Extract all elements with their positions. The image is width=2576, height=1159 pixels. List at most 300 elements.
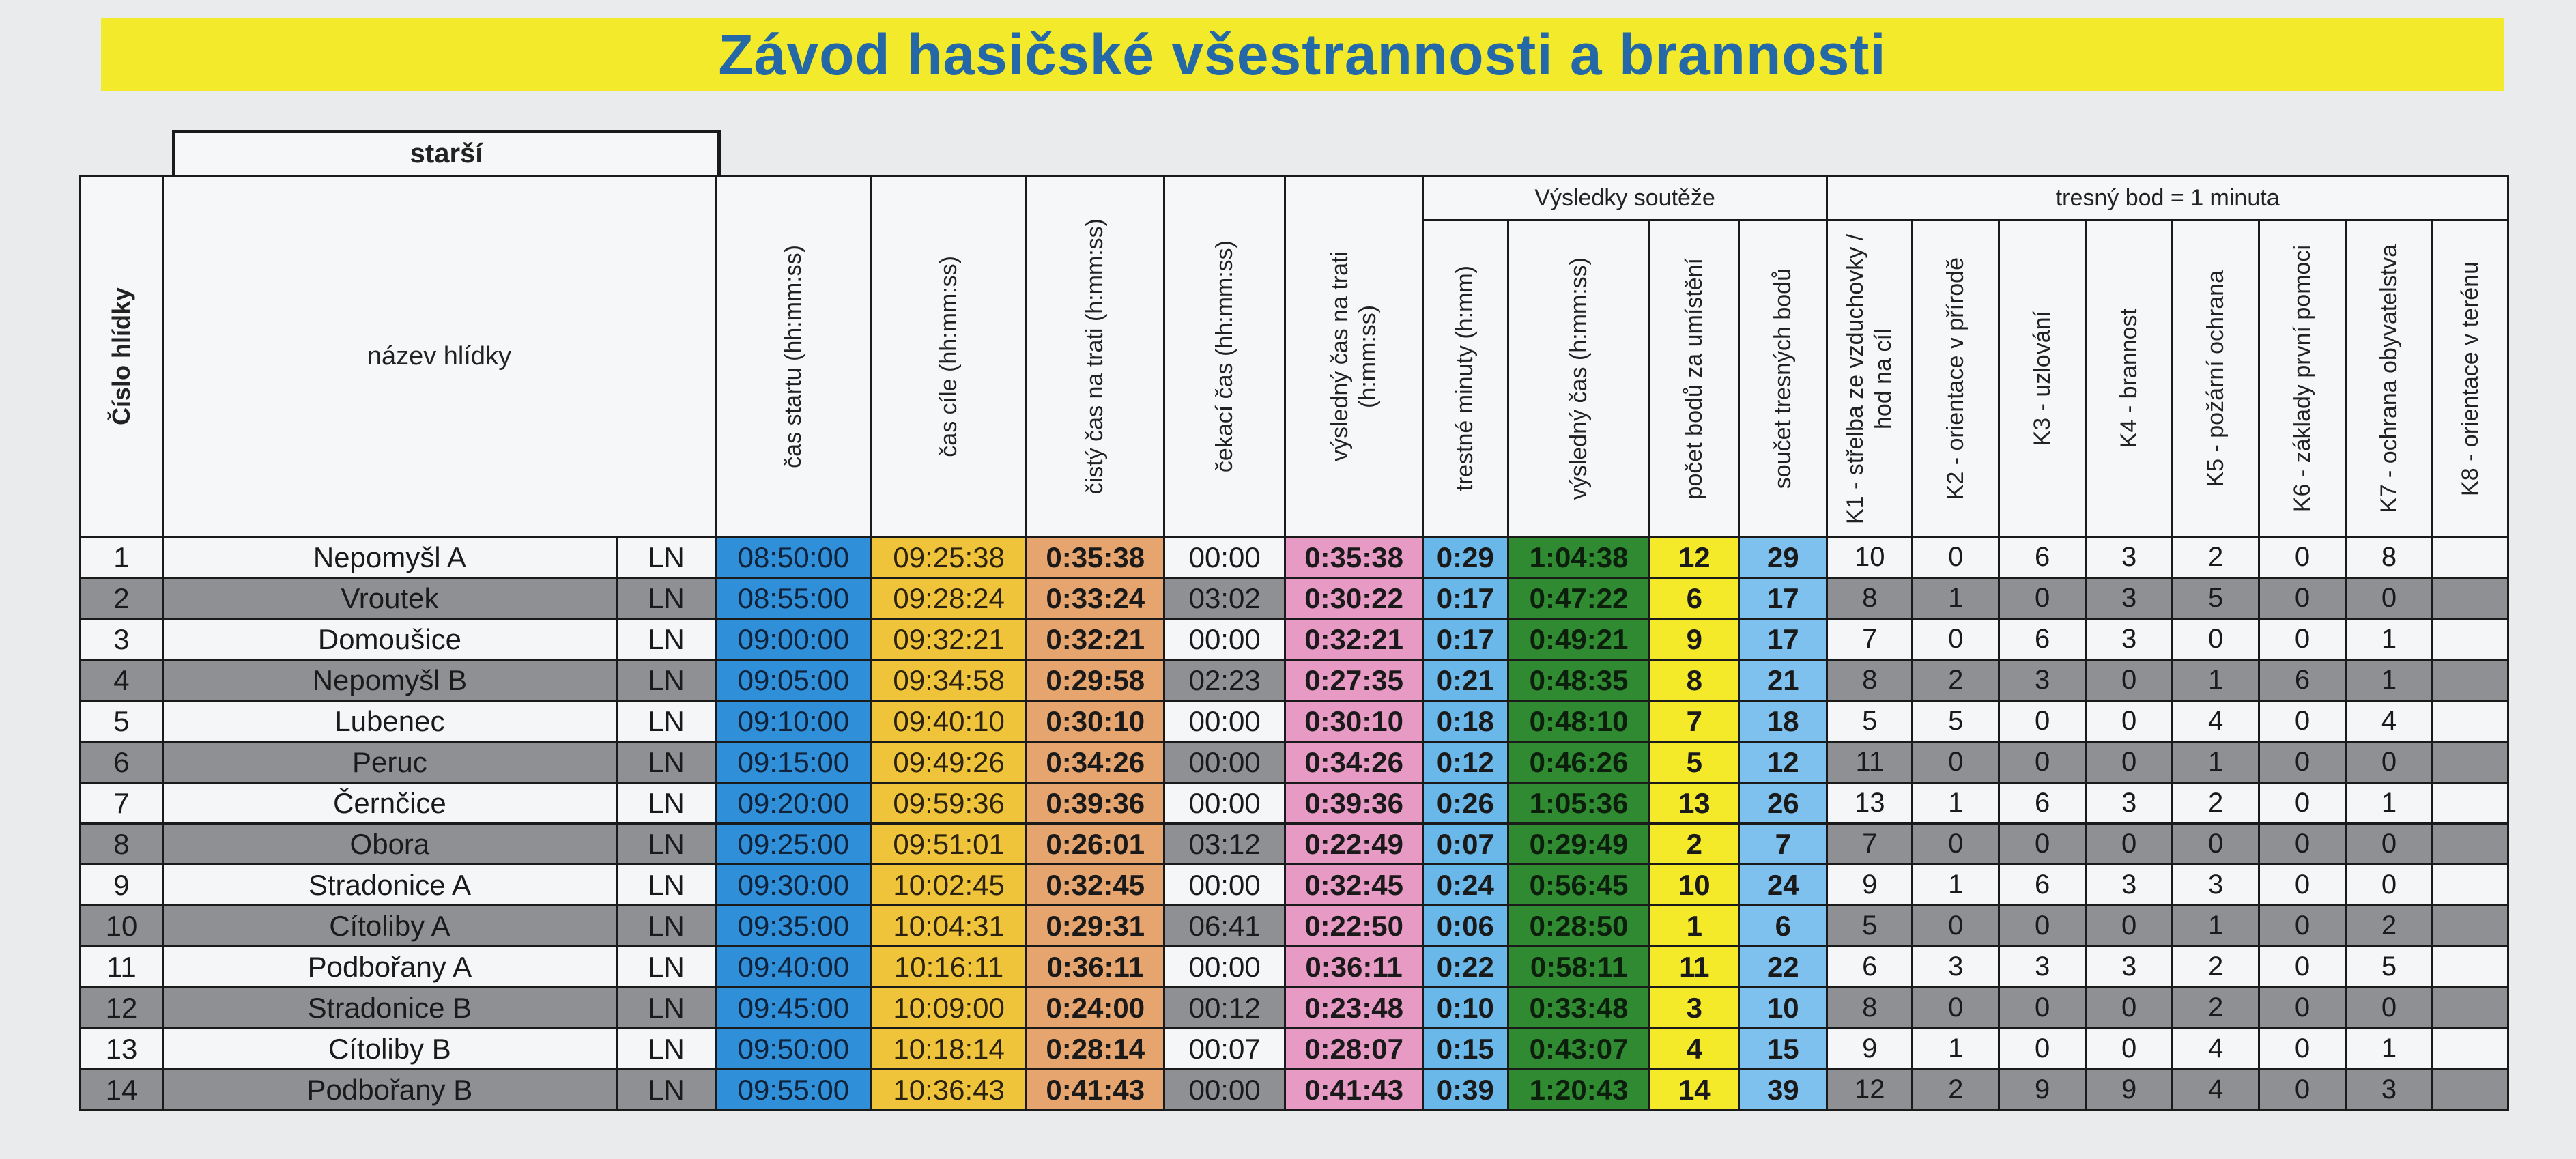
station-k3-cell: 6 [1999, 537, 2086, 578]
station-k3-cell: 0 [1999, 701, 2086, 742]
final-time-cell: 0:48:10 [1508, 701, 1650, 742]
placement-points-cell: 11 [1650, 947, 1739, 988]
station-k2-cell: 1 [1913, 865, 1999, 906]
district-cell: LN [616, 1070, 715, 1111]
station-k2-cell: 2 [1913, 1070, 1999, 1111]
wait-time-cell: 00:00 [1164, 1070, 1285, 1111]
final-time-cell: 0:49:21 [1508, 619, 1650, 660]
placement-points-cell: 12 [1650, 537, 1739, 578]
station-k1-cell: 5 [1827, 701, 1913, 742]
station-k7-cell: 0 [2346, 578, 2433, 619]
placement-points-cell: 5 [1650, 742, 1739, 783]
wait-time-cell: 02:23 [1164, 660, 1285, 701]
penalty-minutes-cell: 0:06 [1422, 906, 1508, 947]
team-name-cell: Obora [162, 824, 616, 865]
team-name-cell: Stradonice B [162, 988, 616, 1029]
results-table [79, 175, 2509, 1111]
team-name-cell: Cítoliby B [162, 1029, 616, 1070]
rank-cell: 11 [81, 947, 163, 988]
station-k3-cell: 0 [1999, 906, 2086, 947]
col-header-finish: čas cíle (hh:mm:ss) [871, 176, 1027, 537]
group-header-results: Výsledky soutěže [1422, 176, 1827, 220]
col-header-k4: K4 - brannost [2086, 220, 2173, 537]
col-header-k7: K7 - ochrana obyvatelstva [2346, 220, 2433, 537]
district-cell: LN [616, 824, 715, 865]
station-k1-cell: 11 [1827, 742, 1913, 783]
net-time-cell: 0:39:36 [1027, 783, 1164, 824]
team-name-cell: Stradonice A [162, 865, 616, 906]
table-row [81, 578, 2508, 619]
col-header-place-pts: počet bodů za umístění [1650, 220, 1739, 537]
start-time-cell: 09:45:00 [716, 988, 872, 1029]
penalty-minutes-cell: 0:10 [1422, 988, 1508, 1029]
station-k6-cell: 0 [2259, 988, 2346, 1029]
district-cell: LN [616, 1029, 715, 1070]
team-name-cell: Lubenec [162, 701, 616, 742]
start-time-cell: 09:20:00 [716, 783, 872, 824]
finish-time-cell: 10:02:45 [871, 865, 1027, 906]
penalty-sum-cell: 21 [1739, 660, 1827, 701]
station-k4-cell: 3 [2086, 947, 2173, 988]
start-time-cell: 09:40:00 [716, 947, 872, 988]
penalty-minutes-cell: 0:07 [1422, 824, 1508, 865]
result-time-cell: 0:22:49 [1285, 824, 1423, 865]
district-cell: LN [616, 578, 715, 619]
station-k7-cell: 4 [2346, 701, 2433, 742]
net-time-cell: 0:33:24 [1027, 578, 1164, 619]
start-time-cell: 09:00:00 [716, 619, 872, 660]
table-row [81, 906, 2508, 947]
team-name-cell: Nepomyšl B [162, 660, 616, 701]
station-k3-cell: 0 [1999, 1029, 2086, 1070]
final-time-cell: 0:58:11 [1508, 947, 1650, 988]
district-cell: LN [616, 947, 715, 988]
station-k3-cell: 6 [1999, 865, 2086, 906]
finish-time-cell: 10:04:31 [871, 906, 1027, 947]
station-k5-cell: 2 [2173, 947, 2259, 988]
net-time-cell: 0:32:45 [1027, 865, 1164, 906]
start-time-cell: 09:50:00 [716, 1029, 872, 1070]
station-k8-cell [2432, 701, 2508, 742]
placement-points-cell: 9 [1650, 619, 1739, 660]
penalty-sum-cell: 39 [1739, 1070, 1827, 1111]
station-k1-cell: 8 [1827, 660, 1913, 701]
results-sheet [79, 175, 2509, 1111]
station-k1-cell: 12 [1827, 1070, 1913, 1111]
col-header-k3: K3 - uzlování [1999, 220, 2086, 537]
team-name-cell: Nepomyšl A [162, 537, 616, 578]
start-time-cell: 09:10:00 [716, 701, 872, 742]
final-time-cell: 0:43:07 [1508, 1029, 1650, 1070]
station-k7-cell: 1 [2346, 783, 2433, 824]
placement-points-cell: 4 [1650, 1029, 1739, 1070]
penalty-sum-cell: 6 [1739, 906, 1827, 947]
team-name-cell: Vroutek [162, 578, 616, 619]
station-k3-cell: 3 [1999, 660, 2086, 701]
final-time-cell: 0:46:26 [1508, 742, 1650, 783]
table-row [81, 701, 2508, 742]
station-k6-cell: 0 [2259, 701, 2346, 742]
station-k4-cell: 3 [2086, 578, 2173, 619]
net-time-cell: 0:29:58 [1027, 660, 1164, 701]
result-time-cell: 0:23:48 [1285, 988, 1423, 1029]
station-k8-cell [2432, 742, 2508, 783]
station-k7-cell: 5 [2346, 947, 2433, 988]
station-k1-cell: 7 [1827, 824, 1913, 865]
station-k1-cell: 8 [1827, 988, 1913, 1029]
finish-time-cell: 09:59:36 [871, 783, 1027, 824]
group-header-penalty: tresný bod = 1 minuta [1827, 176, 2508, 220]
wait-time-cell: 06:41 [1164, 906, 1285, 947]
station-k7-cell: 2 [2346, 906, 2433, 947]
station-k7-cell: 1 [2346, 619, 2433, 660]
group-header-row [81, 176, 2508, 220]
net-time-cell: 0:41:43 [1027, 1070, 1164, 1111]
result-time-cell: 0:36:11 [1285, 947, 1423, 988]
finish-time-cell: 09:25:38 [871, 537, 1027, 578]
category-label: starší [172, 130, 721, 175]
result-time-cell: 0:39:36 [1285, 783, 1423, 824]
penalty-minutes-cell: 0:26 [1422, 783, 1508, 824]
station-k2-cell: 1 [1913, 578, 1999, 619]
district-cell: LN [616, 865, 715, 906]
wait-time-cell: 00:00 [1164, 783, 1285, 824]
station-k2-cell: 5 [1913, 701, 1999, 742]
rank-cell: 3 [81, 619, 163, 660]
penalty-minutes-cell: 0:21 [1422, 660, 1508, 701]
start-time-cell: 08:55:00 [716, 578, 872, 619]
station-k6-cell: 0 [2259, 1070, 2346, 1111]
col-header-name: název hlídky [162, 176, 715, 537]
net-time-cell: 0:35:38 [1027, 537, 1164, 578]
rank-cell: 8 [81, 824, 163, 865]
station-k8-cell [2432, 1029, 2508, 1070]
net-time-cell: 0:26:01 [1027, 824, 1164, 865]
station-k2-cell: 1 [1913, 1029, 1999, 1070]
result-time-cell: 0:32:21 [1285, 619, 1423, 660]
start-time-cell: 09:25:00 [716, 824, 872, 865]
team-name-cell: Podbořany A [162, 947, 616, 988]
wait-time-cell: 00:12 [1164, 988, 1285, 1029]
station-k5-cell: 4 [2173, 1029, 2259, 1070]
station-k2-cell: 0 [1913, 824, 1999, 865]
rank-cell: 14 [81, 1070, 163, 1111]
wait-time-cell: 00:07 [1164, 1029, 1285, 1070]
penalty-sum-cell: 26 [1739, 783, 1827, 824]
station-k8-cell [2432, 537, 2508, 578]
penalty-minutes-cell: 0:18 [1422, 701, 1508, 742]
station-k8-cell [2432, 865, 2508, 906]
station-k8-cell [2432, 619, 2508, 660]
col-header-wait: čekací čas (hh:mm:ss) [1164, 176, 1285, 537]
col-header-penalty-min: trestné minuty (h:mm) [1422, 220, 1508, 537]
station-k1-cell: 8 [1827, 578, 1913, 619]
col-header-net: čistý čas na trati (h:mm:ss) [1027, 176, 1164, 537]
rank-cell: 1 [81, 537, 163, 578]
net-time-cell: 0:34:26 [1027, 742, 1164, 783]
station-k6-cell: 0 [2259, 865, 2346, 906]
placement-points-cell: 7 [1650, 701, 1739, 742]
finish-time-cell: 10:16:11 [871, 947, 1027, 988]
result-time-cell: 0:32:45 [1285, 865, 1423, 906]
station-k8-cell [2432, 1070, 2508, 1111]
penalty-minutes-cell: 0:24 [1422, 865, 1508, 906]
final-time-cell: 1:20:43 [1508, 1070, 1650, 1111]
finish-time-cell: 10:18:14 [871, 1029, 1027, 1070]
final-time-cell: 0:29:49 [1508, 824, 1650, 865]
station-k3-cell: 9 [1999, 1070, 2086, 1111]
net-time-cell: 0:28:14 [1027, 1029, 1164, 1070]
placement-points-cell: 10 [1650, 865, 1739, 906]
station-k8-cell [2432, 947, 2508, 988]
station-k4-cell: 0 [2086, 660, 2173, 701]
table-row [81, 988, 2508, 1029]
station-k4-cell: 3 [2086, 865, 2173, 906]
station-k2-cell: 2 [1913, 660, 1999, 701]
station-k8-cell [2432, 906, 2508, 947]
station-k2-cell: 0 [1913, 537, 1999, 578]
penalty-minutes-cell: 0:39 [1422, 1070, 1508, 1111]
penalty-sum-cell: 10 [1739, 988, 1827, 1029]
start-time-cell: 09:35:00 [716, 906, 872, 947]
district-cell: LN [616, 783, 715, 824]
col-header-k2: K2 - orientace v přírodě [1913, 220, 1999, 537]
station-k2-cell: 3 [1913, 947, 1999, 988]
station-k3-cell: 3 [1999, 947, 2086, 988]
table-row [81, 619, 2508, 660]
station-k5-cell: 3 [2173, 865, 2259, 906]
station-k5-cell: 0 [2173, 619, 2259, 660]
district-cell: LN [616, 906, 715, 947]
finish-time-cell: 09:51:01 [871, 824, 1027, 865]
station-k6-cell: 0 [2259, 824, 2346, 865]
wait-time-cell: 00:00 [1164, 865, 1285, 906]
district-cell: LN [616, 619, 715, 660]
station-k3-cell: 0 [1999, 742, 2086, 783]
finish-time-cell: 09:34:58 [871, 660, 1027, 701]
penalty-sum-cell: 12 [1739, 742, 1827, 783]
station-k7-cell: 3 [2346, 1070, 2433, 1111]
station-k3-cell: 6 [1999, 783, 2086, 824]
station-k8-cell [2432, 783, 2508, 824]
col-header-start: čas startu (hh:mm:ss) [716, 176, 872, 537]
col-header-k6: K6 - základy první pomoci [2259, 220, 2346, 537]
wait-time-cell: 03:12 [1164, 824, 1285, 865]
station-k6-cell: 0 [2259, 578, 2346, 619]
penalty-sum-cell: 15 [1739, 1029, 1827, 1070]
station-k4-cell: 0 [2086, 701, 2173, 742]
station-k1-cell: 7 [1827, 619, 1913, 660]
station-k5-cell: 4 [2173, 1070, 2259, 1111]
col-header-k5: K5 - požární ochrana [2173, 220, 2259, 537]
station-k8-cell [2432, 824, 2508, 865]
station-k1-cell: 6 [1827, 947, 1913, 988]
col-header-result: výsledný čas na trati (h:mm:ss) [1285, 176, 1423, 537]
station-k2-cell: 0 [1913, 619, 1999, 660]
team-name-cell: Podbořany B [162, 1070, 616, 1111]
net-time-cell: 0:30:10 [1027, 701, 1164, 742]
station-k1-cell: 9 [1827, 1029, 1913, 1070]
station-k5-cell: 2 [2173, 537, 2259, 578]
team-name-cell: Domoušice [162, 619, 616, 660]
station-k5-cell: 2 [2173, 783, 2259, 824]
penalty-sum-cell: 17 [1739, 619, 1827, 660]
station-k5-cell: 2 [2173, 988, 2259, 1029]
station-k2-cell: 0 [1913, 906, 1999, 947]
penalty-minutes-cell: 0:15 [1422, 1029, 1508, 1070]
station-k3-cell: 6 [1999, 619, 2086, 660]
penalty-sum-cell: 17 [1739, 578, 1827, 619]
station-k4-cell: 0 [2086, 906, 2173, 947]
station-k4-cell: 3 [2086, 537, 2173, 578]
final-time-cell: 0:47:22 [1508, 578, 1650, 619]
penalty-sum-cell: 7 [1739, 824, 1827, 865]
station-k6-cell: 0 [2259, 947, 2346, 988]
station-k4-cell: 0 [2086, 824, 2173, 865]
rank-cell: 9 [81, 865, 163, 906]
station-k5-cell: 1 [2173, 742, 2259, 783]
station-k6-cell: 0 [2259, 619, 2346, 660]
station-k4-cell: 0 [2086, 988, 2173, 1029]
station-k7-cell: 1 [2346, 1029, 2433, 1070]
station-k4-cell: 3 [2086, 783, 2173, 824]
table-row [81, 783, 2508, 824]
station-k2-cell: 0 [1913, 988, 1999, 1029]
table-row [81, 660, 2508, 701]
title-banner [101, 18, 2504, 91]
rank-cell: 10 [81, 906, 163, 947]
placement-points-cell: 1 [1650, 906, 1739, 947]
station-k5-cell: 4 [2173, 701, 2259, 742]
net-time-cell: 0:29:31 [1027, 906, 1164, 947]
rank-cell: 4 [81, 660, 163, 701]
rank-cell: 6 [81, 742, 163, 783]
station-k1-cell: 5 [1827, 906, 1913, 947]
rank-cell: 7 [81, 783, 163, 824]
table-row [81, 947, 2508, 988]
col-header-k1: K1 - střelba ze vzduchovky / hod na cíl [1827, 220, 1913, 537]
final-time-cell: 0:33:48 [1508, 988, 1650, 1029]
start-time-cell: 09:55:00 [716, 1070, 872, 1111]
result-time-cell: 0:34:26 [1285, 742, 1423, 783]
col-header-sum-pen: součet tresných bodů [1739, 220, 1827, 537]
station-k8-cell [2432, 578, 2508, 619]
final-time-cell: 1:05:36 [1508, 783, 1650, 824]
start-time-cell: 09:15:00 [716, 742, 872, 783]
table-row [81, 824, 2508, 865]
start-time-cell: 08:50:00 [716, 537, 872, 578]
station-k6-cell: 0 [2259, 783, 2346, 824]
station-k4-cell: 9 [2086, 1070, 2173, 1111]
finish-time-cell: 09:40:10 [871, 701, 1027, 742]
wait-time-cell: 00:00 [1164, 537, 1285, 578]
station-k7-cell: 0 [2346, 988, 2433, 1029]
station-k5-cell: 1 [2173, 660, 2259, 701]
result-time-cell: 0:30:22 [1285, 578, 1423, 619]
station-k1-cell: 10 [1827, 537, 1913, 578]
station-k5-cell: 0 [2173, 824, 2259, 865]
station-k7-cell: 1 [2346, 660, 2433, 701]
final-time-cell: 0:28:50 [1508, 906, 1650, 947]
start-time-cell: 09:30:00 [716, 865, 872, 906]
station-k6-cell: 0 [2259, 537, 2346, 578]
penalty-minutes-cell: 0:17 [1422, 578, 1508, 619]
rank-cell: 2 [81, 578, 163, 619]
finish-time-cell: 10:36:43 [871, 1070, 1027, 1111]
table-row [81, 865, 2508, 906]
table-row [81, 1029, 2508, 1070]
station-k8-cell [2432, 988, 2508, 1029]
placement-points-cell: 3 [1650, 988, 1739, 1029]
net-time-cell: 0:32:21 [1027, 619, 1164, 660]
station-k1-cell: 13 [1827, 783, 1913, 824]
result-time-cell: 0:35:38 [1285, 537, 1423, 578]
district-cell: LN [616, 701, 715, 742]
table-row [81, 537, 2508, 578]
penalty-minutes-cell: 0:22 [1422, 947, 1508, 988]
station-k4-cell: 0 [2086, 1029, 2173, 1070]
station-k3-cell: 0 [1999, 824, 2086, 865]
station-k5-cell: 1 [2173, 906, 2259, 947]
page-title: Závod hasičské všestrannosti a brannosti [718, 22, 1887, 87]
result-time-cell: 0:41:43 [1285, 1070, 1423, 1111]
placement-points-cell: 2 [1650, 824, 1739, 865]
penalty-sum-cell: 29 [1739, 537, 1827, 578]
placement-points-cell: 14 [1650, 1070, 1739, 1111]
penalty-sum-cell: 22 [1739, 947, 1827, 988]
wait-time-cell: 00:00 [1164, 947, 1285, 988]
rank-cell: 12 [81, 988, 163, 1029]
wait-time-cell: 00:00 [1164, 619, 1285, 660]
wait-time-cell: 00:00 [1164, 701, 1285, 742]
station-k3-cell: 0 [1999, 988, 2086, 1029]
final-time-cell: 1:04:38 [1508, 537, 1650, 578]
finish-time-cell: 09:49:26 [871, 742, 1027, 783]
table-row [81, 1070, 2508, 1111]
net-time-cell: 0:36:11 [1027, 947, 1164, 988]
result-time-cell: 0:22:50 [1285, 906, 1423, 947]
station-k5-cell: 5 [2173, 578, 2259, 619]
district-cell: LN [616, 537, 715, 578]
district-cell: LN [616, 742, 715, 783]
rank-cell: 5 [81, 701, 163, 742]
col-header-final: výsledný čas (h:mm:ss) [1508, 220, 1650, 537]
placement-points-cell: 13 [1650, 783, 1739, 824]
finish-time-cell: 10:09:00 [871, 988, 1027, 1029]
station-k2-cell: 1 [1913, 783, 1999, 824]
station-k4-cell: 3 [2086, 619, 2173, 660]
table-row [81, 742, 2508, 783]
penalty-minutes-cell: 0:17 [1422, 619, 1508, 660]
station-k7-cell: 0 [2346, 865, 2433, 906]
station-k6-cell: 0 [2259, 742, 2346, 783]
final-time-cell: 0:48:35 [1508, 660, 1650, 701]
result-time-cell: 0:30:10 [1285, 701, 1423, 742]
station-k7-cell: 0 [2346, 824, 2433, 865]
station-k1-cell: 9 [1827, 865, 1913, 906]
station-k3-cell: 0 [1999, 578, 2086, 619]
finish-time-cell: 09:28:24 [871, 578, 1027, 619]
placement-points-cell: 8 [1650, 660, 1739, 701]
results-body [81, 537, 2508, 1111]
team-name-cell: Peruc [162, 742, 616, 783]
team-name-cell: Cítoliby A [162, 906, 616, 947]
placement-points-cell: 6 [1650, 578, 1739, 619]
station-k6-cell: 6 [2259, 660, 2346, 701]
station-k2-cell: 0 [1913, 742, 1999, 783]
col-header-k8: K8 - orientace v terénu [2432, 220, 2508, 537]
penalty-minutes-cell: 0:12 [1422, 742, 1508, 783]
